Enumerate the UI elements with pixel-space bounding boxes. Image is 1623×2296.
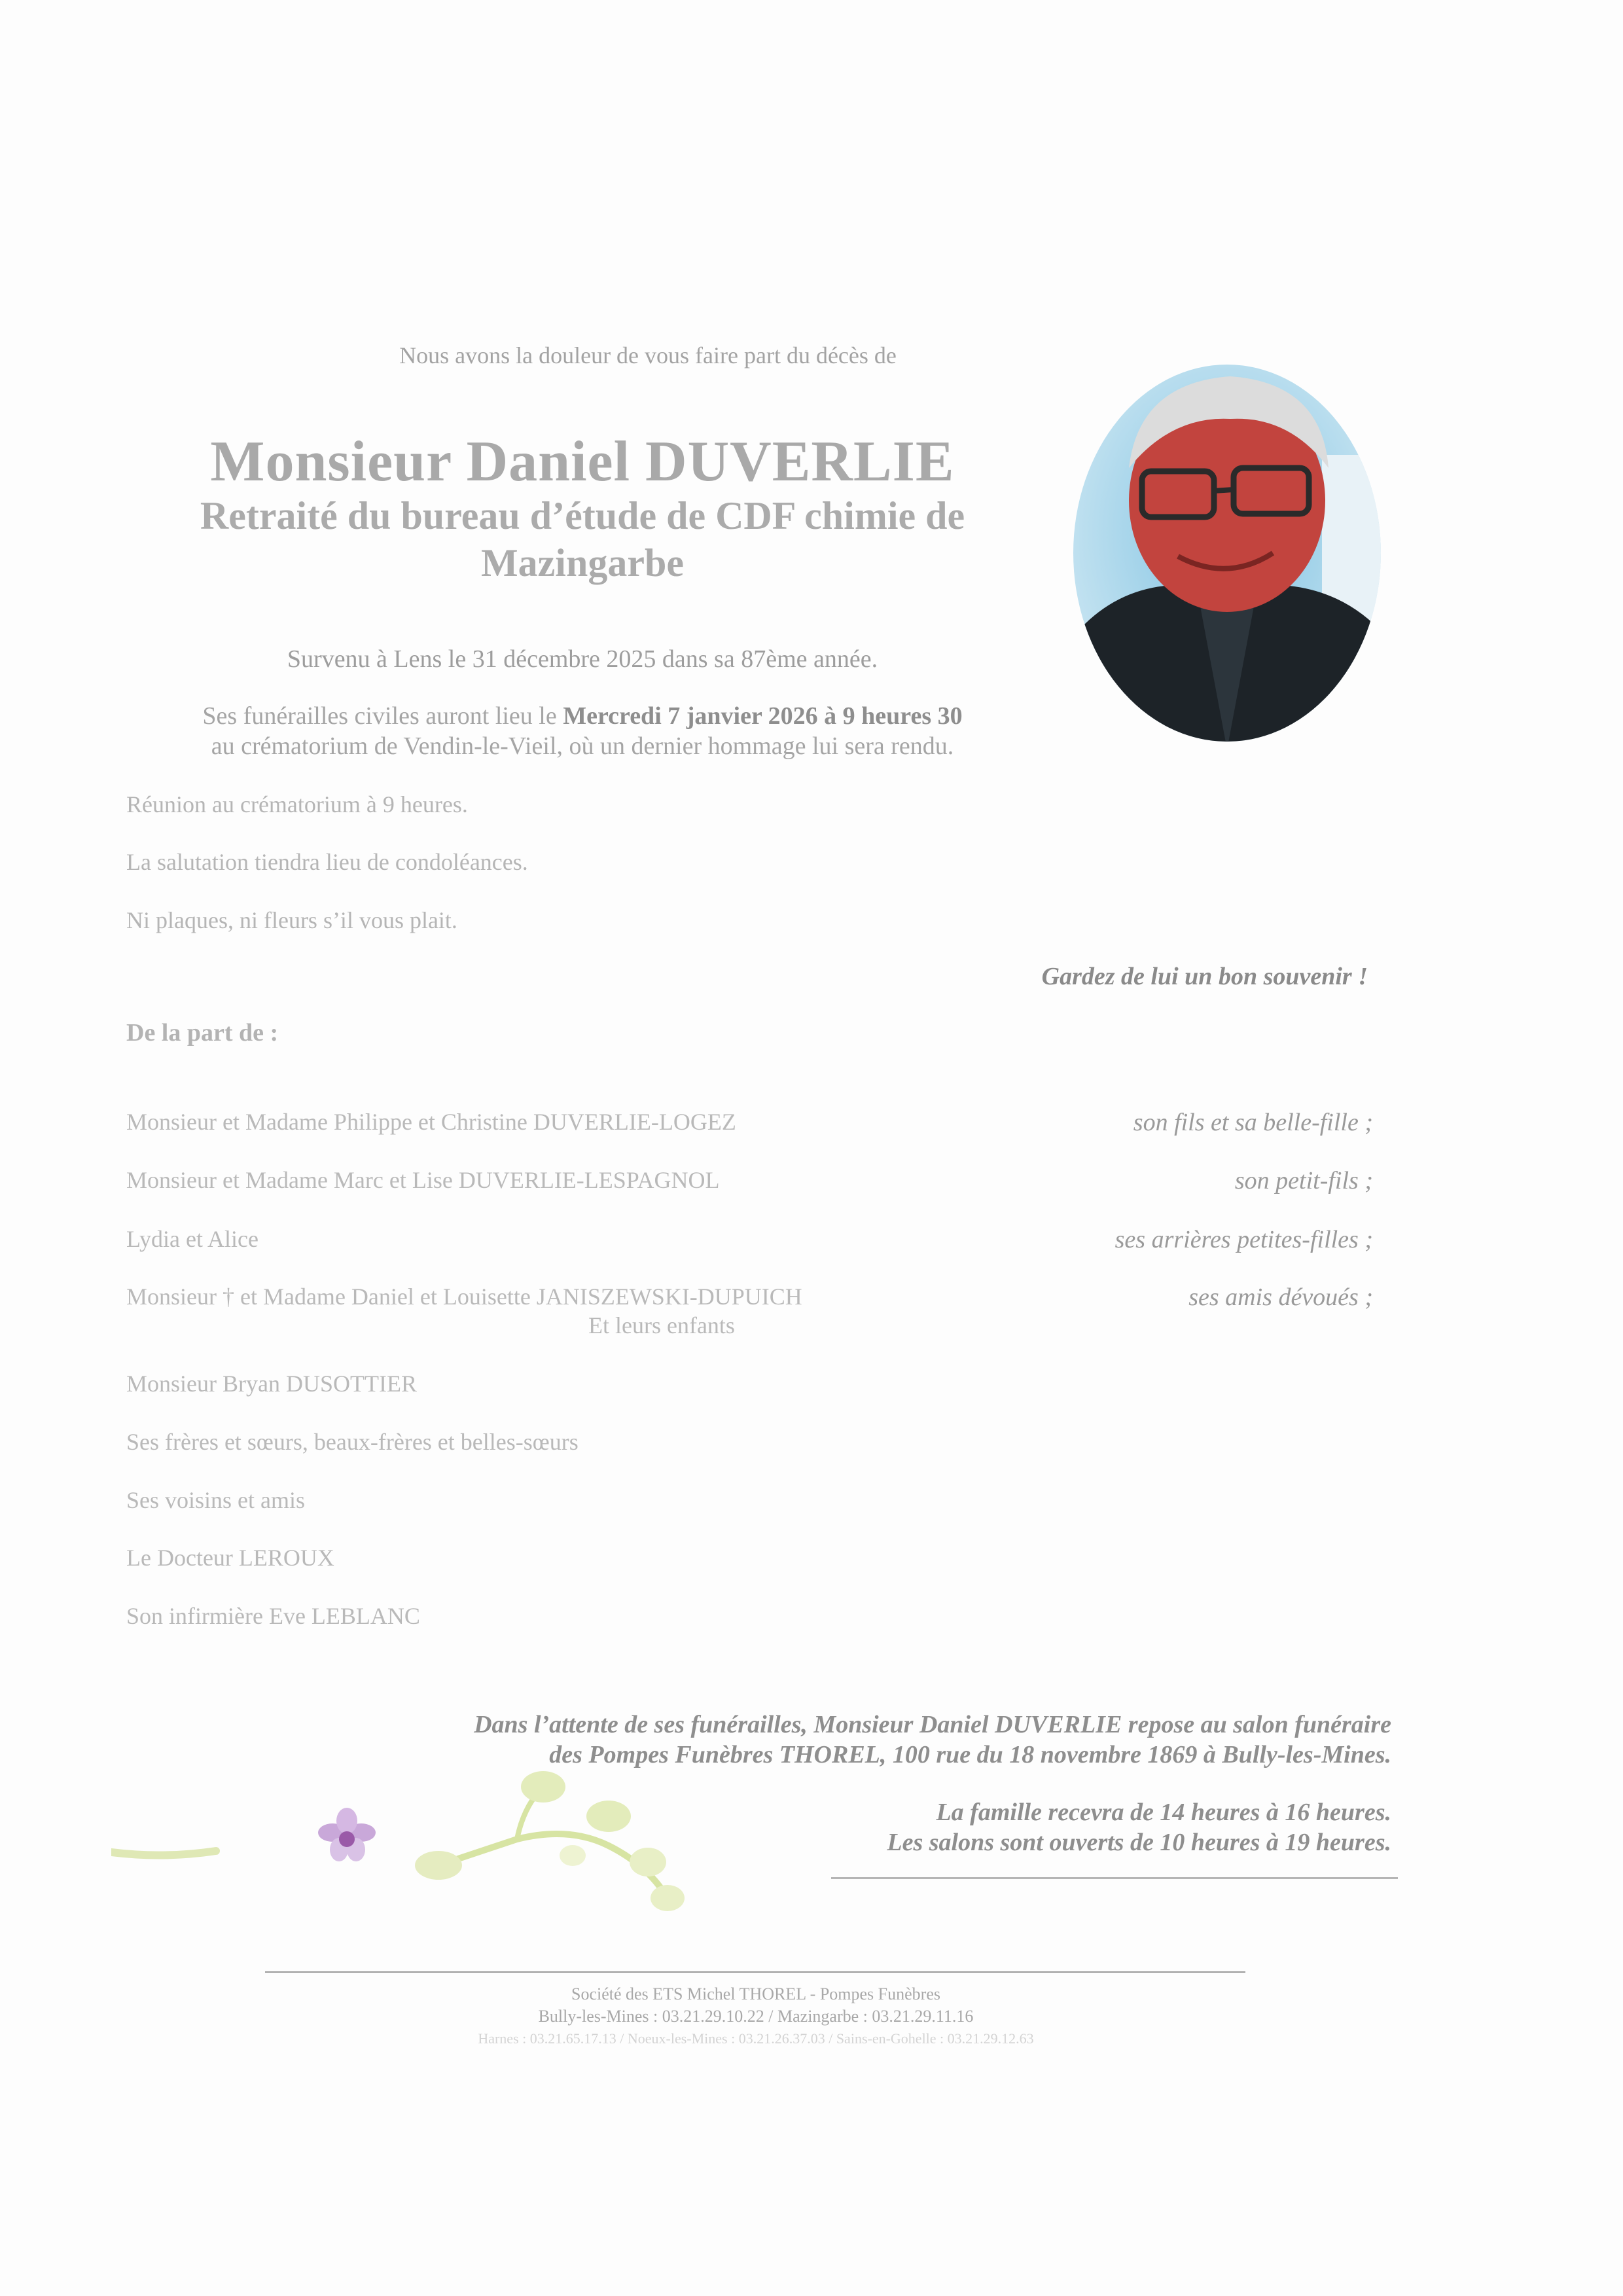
footer — [262, 1983, 1250, 2050]
family-relation-4: ses amis dévoués ; — [1188, 1283, 1373, 1311]
family-name-3: Lydia et Alice — [126, 1226, 259, 1252]
intro-text: Nous avons la douleur de vous faire part du décès de — [399, 342, 897, 368]
family-other-4: Le Docteur LEROUX — [126, 1545, 334, 1571]
death-details: Survenu à Lens le 31 décembre 2025 dans sa 87ème année. — [287, 645, 878, 673]
horaires-line-1: La famille recevra de 14 heures à 16 heures. — [936, 1799, 1391, 1826]
divider-short — [831, 1877, 1398, 1879]
footer-phones-2: Harnes : 03.21.65.17.13 / Noeux-les-Mines : 03.21.26.37.03 / Sains-en-Gohelle : 03.21.29.12.63 — [478, 2030, 1034, 2047]
family-name-2: Monsieur et Madame Marc et Lise DUVERLIE-LESPAGNOL — [126, 1167, 720, 1193]
de-la-part-heading: De la part de : — [126, 1019, 279, 1047]
footer-divider — [265, 1971, 1245, 1973]
family-other-1: Monsieur Bryan DUSOTTIER — [126, 1371, 417, 1397]
funeral-text: Ses funérailles civiles auront lieu le — [202, 702, 563, 730]
family-relation-3: ses arrières petites-filles ; — [1115, 1226, 1373, 1253]
family-other-2: Ses frères et sœurs, beaux-frères et belles-sœurs — [126, 1429, 579, 1455]
footer-phones-1: Bully-les-Mines : 03.21.29.10.22 / Mazingarbe : 03.21.29.11.16 — [538, 2007, 974, 2026]
horaires-line-2: Les salons sont ouverts de 10 heures à 19 heures. — [887, 1829, 1391, 1856]
funeral-line-2: au crématorium de Vendin-le-Vieil, où un dernier hommage lui sera rendu. — [211, 732, 954, 760]
funeral-date: Mercredi 7 janvier 2026 à 9 heures 30 — [563, 702, 963, 730]
family-other-3: Ses voisins et amis — [126, 1487, 306, 1513]
leurs-enfants: Et leurs enfants — [588, 1312, 735, 1338]
footer-company: Société des ETS Michel THOREL - Pompes Funèbres — [571, 1984, 940, 2003]
portrait-photo-icon — [1067, 357, 1387, 749]
family-other-5: Son infirmière Eve LEBLANC — [126, 1603, 420, 1629]
note-reunion: Réunion au crématorium à 9 heures. — [126, 791, 468, 817]
family-relation-1: son fils et sa belle-fille ; — [1133, 1109, 1373, 1136]
note-fleurs: Ni plaques, ni fleurs s’il vous plait. — [126, 907, 457, 933]
family-relation-2: son petit-fils ; — [1234, 1167, 1373, 1194]
repose-line-1: Dans l’attente de ses funérailles, Monsieur Daniel DUVERLIE repose au salon funéraire — [474, 1711, 1391, 1738]
repose-line-2: des Pompes Funèbres THOREL, 100 rue du 18 novembre 1869 à Bully-les-Mines. — [549, 1741, 1391, 1768]
gardez-message: Gardez de lui un bon souvenir ! — [1041, 963, 1368, 990]
deceased-name: Monsieur Daniel DUVERLIE — [210, 430, 955, 493]
family-name-4: Monsieur † et Madame Daniel et Louisette JANISZEWSKI-DUPUICH — [126, 1283, 802, 1310]
deceased-role: Retraité du bureau d’étude de CDF chimie de Mazingarbe — [200, 494, 965, 584]
funeral-line-1 — [131, 702, 1034, 730]
note-condoleances: La salutation tiendra lieu de condoléances. — [126, 849, 528, 875]
orchid-branch-icon — [111, 1767, 713, 1918]
family-name-1: Monsieur et Madame Philippe et Christine DUVERLIE-LOGEZ — [126, 1109, 736, 1135]
